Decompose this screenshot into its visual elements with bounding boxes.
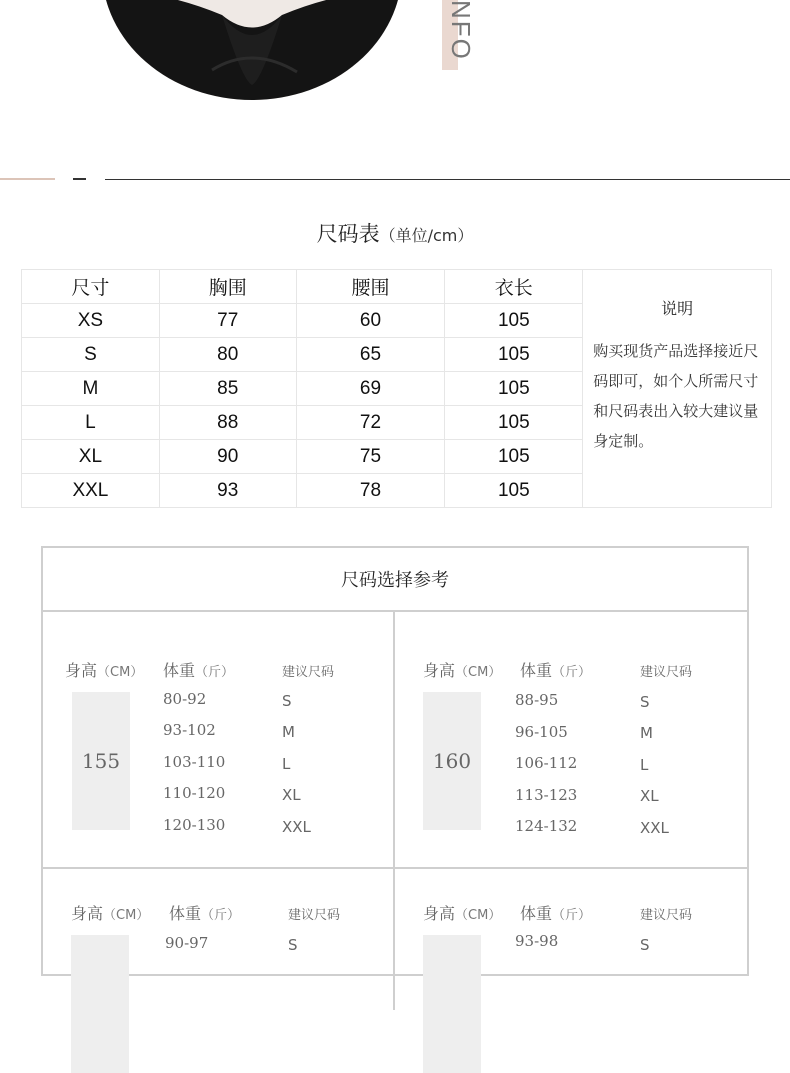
label-weight: 体重（斤）	[163, 661, 235, 680]
divider-dash	[73, 178, 86, 180]
size-note-title: 说明	[661, 299, 694, 318]
cell-length: 105	[445, 474, 583, 508]
cell-length: 105	[445, 304, 583, 338]
cell-waist: 65	[296, 338, 445, 372]
cell-size: S	[22, 338, 160, 372]
cell-chest: 90	[159, 440, 296, 474]
label-height: 身高（CM）	[423, 904, 502, 923]
cell-chest: 85	[159, 372, 296, 406]
cell-length: 105	[445, 372, 583, 406]
label-weight: 体重（斤）	[520, 904, 592, 923]
cell-size: XXL	[22, 474, 160, 508]
model-portrait	[102, 0, 402, 100]
cell-waist: 75	[296, 440, 445, 474]
label-recommended-size: 建议尺码	[640, 665, 693, 680]
label-recommended-size: 建议尺码	[288, 908, 341, 923]
label-weight: 体重（斤）	[169, 904, 241, 923]
header-waist: 腰围	[296, 270, 445, 304]
recommended-size: L	[282, 755, 291, 773]
recommended-size: XXL	[282, 818, 311, 836]
label-recommended-size: 建议尺码	[640, 908, 693, 923]
cell-length: 105	[445, 406, 583, 440]
cell-size: L	[22, 406, 160, 440]
weight-range: 93-102	[163, 721, 216, 739]
size-reference-panel	[41, 546, 749, 976]
model-photo-illustration	[102, 0, 402, 100]
size-table-unit: （单位/cm）	[379, 226, 474, 245]
recommended-size: XL	[640, 787, 659, 805]
cell-chest: 80	[159, 338, 296, 372]
recommended-size: L	[640, 756, 649, 774]
height-value: 155	[72, 692, 130, 830]
weight-range: 90-97	[165, 934, 209, 952]
label-recommended-size: 建议尺码	[282, 665, 335, 680]
cell-size: XL	[22, 440, 160, 474]
height-value	[423, 935, 481, 1073]
cell-size: M	[22, 372, 160, 406]
reference-card-4	[423, 901, 753, 961]
weight-range: 106-112	[515, 754, 578, 772]
size-table	[21, 269, 772, 508]
label-height: 身高（CM）	[71, 904, 150, 923]
size-table-title-text: 尺码表	[316, 222, 380, 246]
cell-length: 105	[445, 440, 583, 474]
label-height: 身高（CM）	[423, 661, 502, 680]
weight-range: 80-92	[163, 690, 207, 708]
weight-range: 120-130	[163, 816, 226, 834]
cell-chest: 77	[159, 304, 296, 338]
weight-range: 110-120	[163, 784, 226, 802]
recommended-size: XL	[282, 786, 301, 804]
label-weight: 体重（斤）	[520, 661, 592, 680]
cell-length: 105	[445, 338, 583, 372]
label-height: 身高（CM）	[65, 661, 144, 680]
reference-card-155	[65, 658, 395, 908]
size-table-header-row	[22, 270, 772, 304]
recommended-size: S	[288, 936, 298, 954]
vertical-info-text: NFO	[446, 0, 476, 61]
weight-range: 88-95	[515, 691, 559, 709]
cell-waist: 72	[296, 406, 445, 440]
cell-waist: 78	[296, 474, 445, 508]
header-chest: 胸围	[159, 270, 296, 304]
weight-range: 103-110	[163, 753, 226, 771]
size-reference-title: 尺码选择参考	[43, 548, 747, 612]
size-note-text: 购买现货产品选择接近尺码即可，如个人所需尺寸和尺码表出入较大建议量身定制。	[593, 342, 759, 450]
cell-waist: 60	[296, 304, 445, 338]
divider-line	[105, 179, 790, 180]
recommended-size: XXL	[640, 819, 669, 837]
divider-accent-left	[0, 178, 55, 180]
cell-chest: 93	[159, 474, 296, 508]
size-table-title	[0, 218, 790, 248]
weight-range: 113-123	[515, 786, 578, 804]
recommended-size: S	[640, 936, 650, 954]
recommended-size: S	[282, 692, 292, 710]
size-note	[583, 270, 772, 508]
height-value	[71, 935, 129, 1073]
weight-range: 124-132	[515, 817, 578, 835]
reference-card-160	[423, 658, 753, 908]
cell-waist: 69	[296, 372, 445, 406]
weight-range: 93-98	[515, 932, 559, 950]
header-length: 衣长	[445, 270, 583, 304]
height-value: 160	[423, 692, 481, 830]
recommended-size: M	[640, 724, 653, 742]
reference-card-3	[71, 901, 401, 961]
weight-range: 96-105	[515, 723, 568, 741]
recommended-size: M	[282, 723, 295, 741]
cell-size: XS	[22, 304, 160, 338]
recommended-size: S	[640, 693, 650, 711]
cell-chest: 88	[159, 406, 296, 440]
header-size: 尺寸	[22, 270, 160, 304]
